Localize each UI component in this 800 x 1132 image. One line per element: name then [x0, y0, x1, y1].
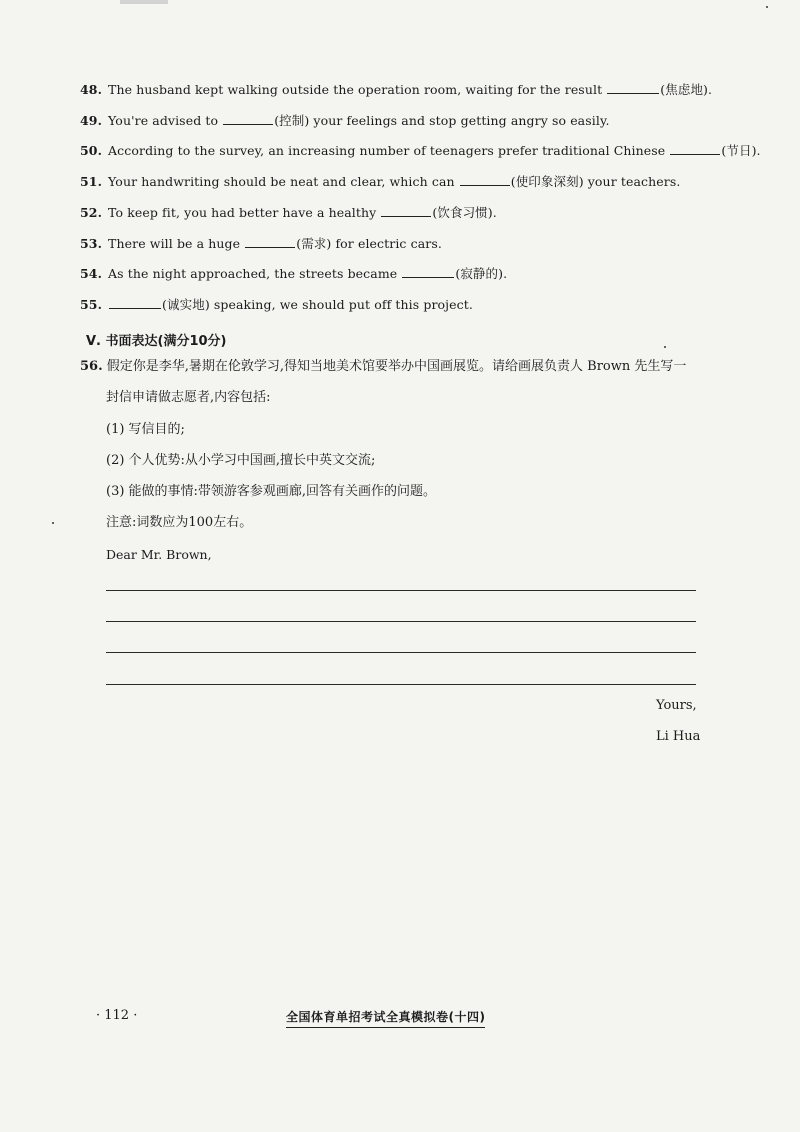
writing-line[interactable] [106, 652, 696, 653]
question-55 [80, 297, 473, 313]
question-hint: (需求) for electric cars. [296, 236, 442, 251]
answer-blank[interactable] [223, 113, 273, 125]
question-hint: (饮食习惯). [432, 205, 497, 220]
question-number: 54. [80, 266, 103, 281]
question-51 [80, 174, 680, 190]
question-hint: (控制) your feelings and stop getting angry so easily. [274, 113, 610, 128]
task-point-3: (3) 能做的事情:带领游客参观画廊,回答有关画作的问题。 [106, 484, 437, 499]
question-hint: (焦虑地). [660, 82, 713, 97]
answer-blank[interactable] [607, 82, 659, 94]
question-50 [80, 143, 761, 159]
question-number: 51. [80, 174, 103, 189]
question-text: Your handwriting should be neat and clear, which can [108, 174, 459, 189]
question-number: 50. [80, 143, 103, 158]
question-text: You're advised to [108, 113, 223, 128]
page-number: · 112 · [96, 1008, 138, 1023]
task-prompt-line2: 封信申请做志愿者,内容包括: [106, 390, 271, 405]
question-53 [80, 236, 442, 252]
series-title: 全国体育单招考试全真模拟卷(十四) [286, 1008, 485, 1028]
task-point-2: (2) 个人优势:从小学习中国画,擅长中英文交流; [106, 453, 376, 468]
scan-speck [52, 522, 54, 524]
question-text: To keep fit, you had better have a healthy [108, 205, 381, 220]
task-56-line1 [80, 358, 686, 376]
question-48 [80, 82, 712, 98]
writing-line[interactable] [106, 684, 696, 685]
question-52 [80, 205, 497, 221]
question-number: 53. [80, 236, 103, 251]
question-text: As the night approached, the streets became [108, 266, 402, 281]
question-hint: (诚实地) speaking, we should put off this project. [162, 297, 473, 312]
scan-mark [120, 0, 168, 4]
question-54 [80, 266, 507, 282]
signature-name: Li Hua [656, 729, 701, 744]
answer-blank[interactable] [670, 143, 720, 155]
question-49 [80, 113, 610, 129]
task-prompt-line1: 假定你是李华,暑期在伦敦学习,得知当地美术馆要举办中国画展览。请给画展负责人 Brown 先生写一 [106, 359, 687, 374]
answer-blank[interactable] [245, 236, 295, 248]
question-text: According to the survey, an increasing number of teenagers prefer traditional Chinese [108, 143, 670, 158]
task-note: 注意:词数应为100左右。 [106, 515, 253, 530]
answer-blank[interactable] [381, 205, 431, 217]
question-number: 48. [80, 82, 103, 97]
scan-speck [766, 6, 768, 8]
question-number: 52. [80, 205, 103, 220]
question-text: There will be a huge [108, 236, 245, 251]
letter-greeting: Dear Mr. Brown, [106, 547, 212, 562]
question-hint: (节日). [721, 143, 761, 158]
answer-blank[interactable] [460, 174, 510, 186]
answer-blank[interactable] [402, 266, 454, 278]
question-hint: (使印象深刻) your teachers. [510, 174, 681, 189]
answer-blank[interactable] [109, 297, 161, 309]
question-number: 55. [80, 297, 103, 312]
question-number: 49. [80, 113, 103, 128]
question-hint: (寂静的). [455, 266, 508, 281]
writing-line[interactable] [106, 621, 696, 622]
question-text: The husband kept walking outside the operation room, waiting for the result [108, 82, 607, 97]
section-heading: Ⅴ. 书面表达(满分10分) [86, 334, 227, 349]
writing-line[interactable] [106, 590, 696, 591]
task-number: 56. [80, 359, 103, 374]
scan-speck [664, 346, 666, 348]
task-point-1: (1) 写信目的; [106, 422, 185, 437]
sign-off: Yours, [656, 698, 697, 713]
